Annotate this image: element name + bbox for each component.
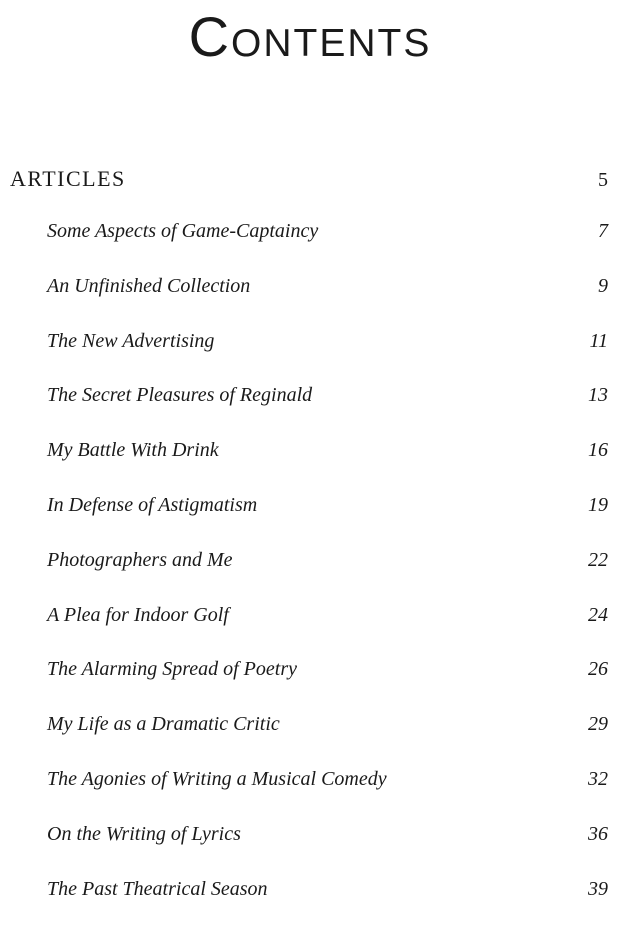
toc-entry-title: The New Advertising [47,329,215,352]
toc-entry-page: 7 [598,220,608,242]
toc-entry-page: 16 [588,439,608,462]
toc-entry[interactable] [47,384,610,439]
toc-entry-page: 32 [588,767,608,790]
page-title: Contents [188,5,432,68]
toc-entry-page: 13 [588,384,608,407]
toc-entry-page: 22 [588,548,608,571]
toc-entry-title: In Defense of Astigmatism [47,493,258,516]
toc-entry-page: 36 [588,822,608,845]
toc-section-articles[interactable] [10,166,610,196]
toc-entry-title: The Secret Pleasures of Reginald [47,384,313,407]
toc-entry[interactable] [47,549,610,604]
toc-entry[interactable] [47,878,610,932]
toc-entry[interactable] [47,220,610,275]
toc-entry[interactable] [47,823,610,878]
toc-entry[interactable] [47,658,610,713]
toc-entry-title: On the Writing of Lyrics [47,822,241,845]
toc-entry-page: 19 [588,493,608,516]
section-label: ARTICLES [10,166,126,191]
toc-entry-title: Some Aspects of Game-Captaincy [47,220,319,242]
toc-entry[interactable] [47,275,610,330]
toc-entry-title: The Past Theatrical Season [47,877,268,900]
toc-entry-page: 39 [588,877,608,900]
toc-entry-list [47,220,610,932]
toc-entry-title: Photographers and Me [47,548,233,571]
toc-entry-page: 26 [588,658,608,681]
toc-entry[interactable] [47,330,610,385]
toc-entry[interactable] [47,713,610,768]
toc-entry-page: 24 [588,603,608,626]
toc-entry-title: An Unfinished Collection [47,274,251,297]
toc-entry-title: A Plea for Indoor Golf [47,603,229,626]
toc-entry[interactable] [47,768,610,823]
toc-entry-title: My Life as a Dramatic Critic [47,713,280,736]
toc-entry-title: The Agonies of Writing a Musical Comedy [47,767,387,790]
toc-entry[interactable] [47,494,610,549]
toc-entry-page: 29 [588,713,608,736]
toc-entry-title: The Alarming Spread of Poetry [47,658,297,681]
toc-entry-page: 11 [589,329,608,352]
toc-entry-page: 9 [598,274,608,297]
toc-entry[interactable] [47,604,610,659]
toc-entry-title: My Battle With Drink [47,439,219,462]
section-page-number: 5 [598,169,608,191]
toc-entry[interactable] [47,439,610,494]
